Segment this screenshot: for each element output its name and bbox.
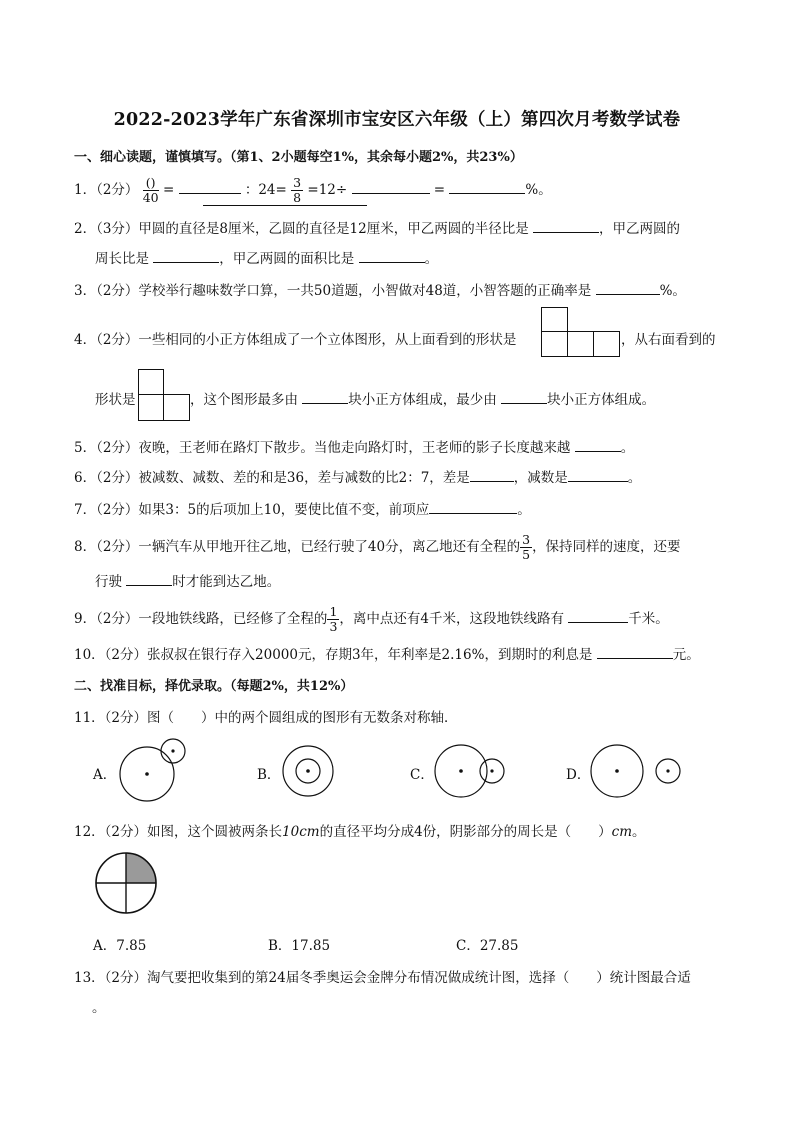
q4-line1b: ，从右面看到的	[621, 332, 716, 348]
q5-end: 。	[620, 440, 635, 456]
q4-line1: 4．（2分）一些相同的小正方体组成了一个立体图形，从上面看到的形状是	[74, 332, 517, 348]
question-7	[74, 498, 531, 518]
q11-option-a-figure[interactable]	[118, 738, 190, 804]
question-10	[74, 643, 700, 663]
q5-blank[interactable]	[575, 437, 621, 452]
q1-blank-1[interactable]	[179, 179, 241, 194]
q13-end: 。	[92, 1000, 106, 1016]
question-11: 11．（2分）图（ ）中的两个圆组成的图形有无数条对称轴．	[74, 710, 458, 726]
q4-top-cube-2	[541, 331, 568, 357]
q11-d-small-center	[666, 769, 669, 772]
question-13: 13．（2分）淘气要把收集到的第24届冬季奥运会金牌分布情况做成统计图，选择（ ）统计图最合适	[74, 970, 691, 986]
q4-line2c: 块小正方体组成，最少由	[348, 392, 497, 408]
q11-option-c-label[interactable]: C．	[410, 767, 434, 783]
q11-c-small-center	[490, 769, 493, 772]
q11-option-b-figure[interactable]	[282, 745, 336, 799]
q9-text: 9．（2分）一段地铁线路，已经修了全程的	[74, 611, 328, 627]
q1-frac1-num: ()	[143, 176, 159, 191]
q6-text: 6．（2分）被减数、减数、差的和是36，差与减数的比2：7，差是	[74, 470, 470, 486]
q2-line1a: 2．（3分）甲圆的直径是8厘米，乙圆的直径是12厘米，甲乙两圆的半径比是	[74, 221, 529, 237]
q5-text: 5．（2分）夜晚，王老师在路灯下散步。当他走向路灯时，王老师的影子长度越来越	[74, 440, 571, 456]
q9-end: 千米。	[628, 611, 669, 627]
q12-text: 12．（2分）如图，这个圆被两条长	[74, 824, 283, 840]
q2-line2a: 周长比是	[95, 251, 149, 267]
q1-underline	[203, 205, 367, 206]
q12-unit-1: 10cm	[282, 824, 320, 840]
question-4-line-2	[190, 388, 655, 408]
section-heading-2: 二、找准目标，择优录取。（每题2%，共12%）	[74, 679, 354, 694]
q4-right-cube-3	[163, 394, 190, 421]
q8-line1: 8．（2分）一辆汽车从甲地开往乙地，已经行驶了40分，离乙地还有全程的	[74, 539, 521, 555]
q2-line2b: ，甲乙两圆的面积比是	[219, 251, 355, 267]
q3-end: %。	[659, 283, 686, 299]
q7-end: 。	[517, 502, 531, 518]
q10-text: 10．（2分）张叔叔在银行存入20000元，存期3年，年利率是2.16%，到期时的利息是	[74, 647, 593, 663]
q2-line1b: ，甲乙两圆的	[599, 221, 680, 237]
q4-line2d: 块小正方体组成。	[547, 392, 656, 408]
q1-end: %。	[525, 182, 552, 198]
q8-blank[interactable]	[126, 571, 172, 586]
question-8-line-2	[95, 570, 280, 590]
q10-end: 元。	[672, 647, 700, 663]
q4-right-cube-1	[138, 369, 164, 395]
q11-b-center	[306, 769, 310, 773]
q2-blank-3[interactable]	[359, 248, 425, 263]
q12-option-b[interactable]: B．17.85	[268, 938, 331, 954]
q11-option-c-figure[interactable]	[434, 744, 506, 800]
q4-right-cube-2	[138, 394, 164, 421]
q7-text: 7．（2分）如果3：5的后项加上10，要使比值不变，前项应	[74, 502, 430, 518]
q11-a-small-center	[171, 749, 174, 752]
q8-line1b: ，保持同样的速度，还要	[532, 539, 681, 555]
q2-blank-1[interactable]	[533, 218, 599, 233]
q3-text: 3．（2分）学校举行趣味数学口算，一共50道题，小智做对48道，小智答题的正确率是	[74, 283, 592, 299]
question-8-line-1	[74, 533, 681, 562]
q11-option-d-label[interactable]: D．	[566, 767, 591, 783]
q4-line2b: ，这个图形最多由	[190, 392, 298, 408]
q9-fraction	[327, 605, 339, 634]
q1-frac2-num: 3	[293, 175, 302, 190]
q2-line2c: 。	[424, 251, 439, 267]
q9-frac-num: 1	[329, 604, 338, 619]
q8-line2a: 行驶	[95, 574, 122, 590]
q8-frac-den: 5	[522, 547, 531, 562]
question-5	[74, 436, 634, 456]
q12-option-a[interactable]: A．7.85	[93, 938, 147, 954]
q1-prefix: 1．（2分）	[74, 182, 139, 198]
question-3	[74, 279, 686, 299]
q6-end: 。	[627, 470, 642, 486]
q8-fraction	[520, 533, 532, 562]
question-6	[74, 466, 641, 486]
q1-eq: =	[433, 182, 446, 198]
q9-mid: ，离中点还有4千米，这段地铁线路有	[339, 611, 564, 627]
q12-unit-2: cm	[611, 824, 633, 840]
q1-mid: ：24=	[244, 182, 287, 198]
q1-fraction-2	[291, 176, 303, 205]
q3-blank[interactable]	[596, 280, 660, 295]
q11-a-large-center	[145, 772, 149, 776]
q7-blank[interactable]	[429, 499, 517, 514]
q1-blank-3[interactable]	[449, 179, 525, 194]
q4-top-cube-1	[541, 307, 568, 332]
q2-blank-2[interactable]	[153, 248, 219, 263]
question-2-line-2	[95, 247, 438, 267]
q1-equals-1: =	[162, 182, 175, 198]
q1-frac2-den: 8	[293, 190, 302, 205]
q4-line2a: 形状是	[95, 392, 136, 408]
question-4-line-1	[74, 328, 516, 348]
q1-frac1-den: 40	[142, 190, 159, 205]
q10-blank[interactable]	[597, 644, 673, 659]
q9-frac-den: 3	[329, 619, 338, 634]
question-2-line-1	[74, 217, 680, 237]
question-12	[74, 820, 646, 840]
question-9	[74, 605, 669, 634]
q6-blank-2[interactable]	[568, 467, 628, 482]
section-heading-1: 一、细心读题，谨慎填写。（第1、2小题每空1%，其余每小题2%，共23%）	[74, 150, 523, 165]
q6-blank-1[interactable]	[470, 467, 514, 482]
q12-circle-figure	[95, 852, 159, 916]
q4-top-cube-4	[593, 331, 620, 357]
q9-blank[interactable]	[568, 608, 628, 623]
q11-option-a-label[interactable]: A．	[93, 767, 117, 783]
q4-blank-1[interactable]	[302, 389, 348, 404]
q11-d-large-center	[615, 769, 619, 773]
page-title: 2022-2023学年广东省深圳市宝安区六年级（上）第四次月考数学试卷	[113, 110, 681, 130]
q11-option-b-label[interactable]: B．	[257, 767, 281, 783]
q12-option-c[interactable]: C．27.85	[456, 938, 519, 954]
q1-fraction-1	[143, 176, 159, 205]
q6-mid: ，减数是	[513, 470, 568, 486]
q1-blank-2[interactable]	[352, 179, 430, 194]
q1-after: =12÷	[307, 182, 348, 198]
q11-c-large-center	[459, 769, 463, 773]
q11-option-d-figure[interactable]	[590, 744, 682, 800]
q12-end: 。	[632, 824, 646, 840]
q4-blank-2[interactable]	[501, 389, 547, 404]
question-1	[74, 176, 552, 205]
q8-frac-num: 3	[522, 532, 531, 547]
q12-text2: 的直径平均分成4份，阴影部分的周长是（ ）	[319, 824, 612, 840]
q4-top-cube-3	[567, 331, 594, 357]
q8-line2b: 时才能到达乙地。	[172, 574, 281, 590]
